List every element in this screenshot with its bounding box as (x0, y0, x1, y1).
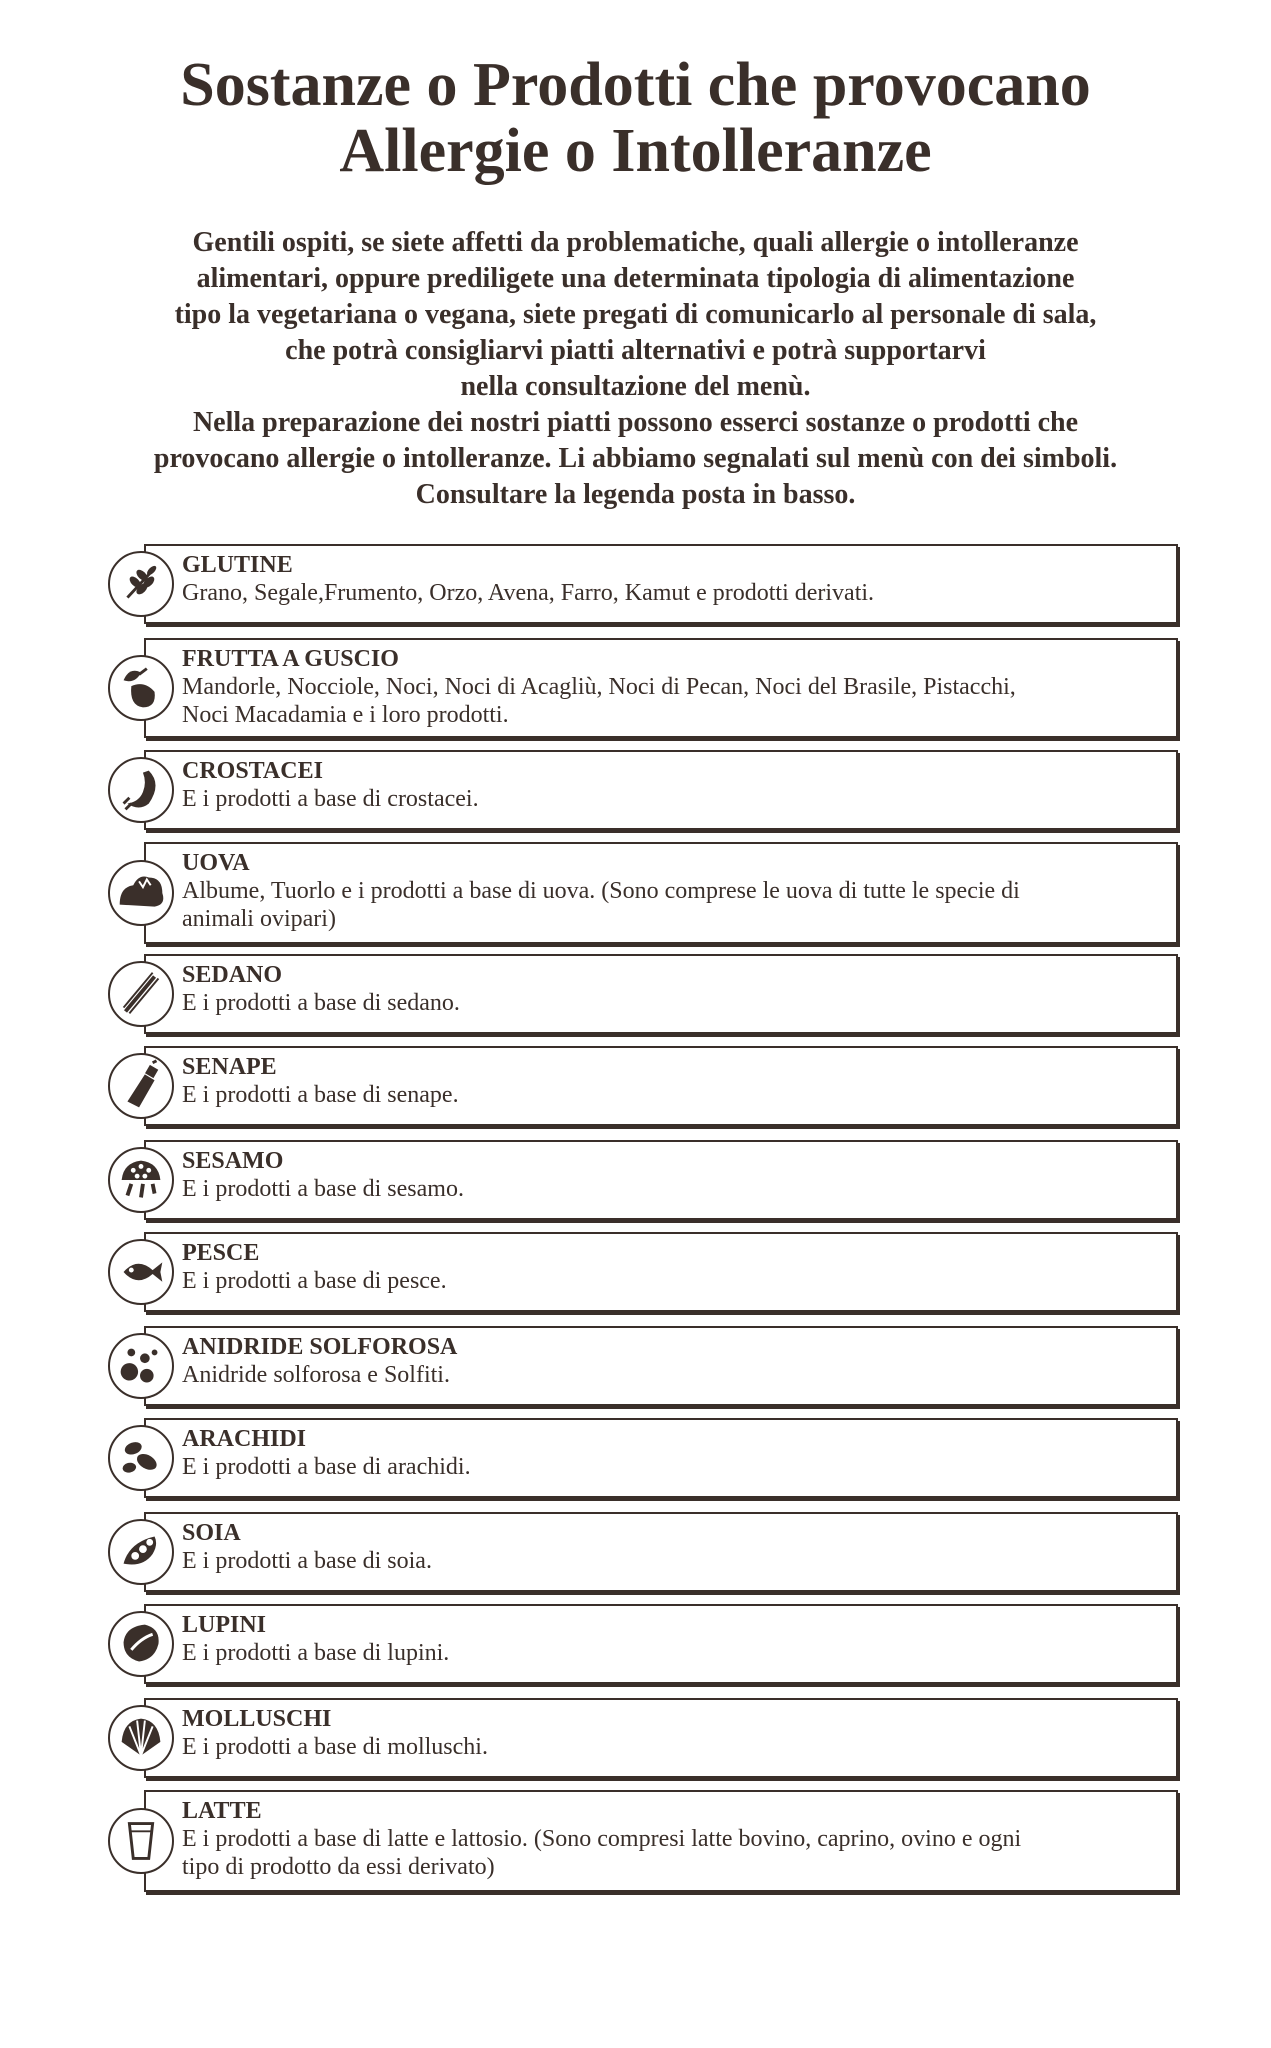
allergen-description-line: tipo di prodotto da essi derivato) (182, 1854, 495, 1880)
allergen-description (182, 989, 1150, 1017)
allergen-description-line: E i prodotti a base di lupini. (182, 1640, 450, 1666)
intro-line: che potrà consigliarvi piatti alternativi e potrà supportarvi (285, 335, 986, 366)
allergen-description (182, 1175, 1150, 1203)
wheat-icon (108, 551, 174, 617)
allergen-text (182, 1520, 1150, 1575)
allergen-name: UOVA (182, 850, 250, 876)
allergen-description-line: Mandorle, Nocciole, Noci, Noci di Acagliù, Noci di Pecan, Noci del Brasile, Pistacchi, (182, 674, 1016, 700)
allergen-description (182, 1733, 1150, 1761)
allergen-description-line: E i prodotti a base di soia. (182, 1548, 432, 1574)
peanut-icon (108, 1425, 174, 1491)
allergen-description (182, 673, 1150, 729)
allergen-item (108, 1140, 1178, 1220)
allergen-name: FRUTTA A GUSCIO (182, 646, 399, 672)
shell-icon (108, 1705, 174, 1771)
intro-paragraph (60, 225, 1211, 513)
sesame-icon (108, 1147, 174, 1213)
allergen-text (182, 1054, 1150, 1109)
intro-line: Consultare la legenda posta in basso. (415, 479, 856, 510)
allergen-description (182, 1639, 1150, 1667)
allergen-name: PESCE (182, 1240, 260, 1266)
allergen-description (182, 1081, 1150, 1109)
allergen-description-line: E i prodotti a base di pesce. (182, 1268, 447, 1294)
allergen-text (182, 552, 1150, 607)
egg-icon (108, 860, 174, 926)
allergen-text (182, 1148, 1150, 1203)
allergen-description (182, 1267, 1150, 1295)
allergen-description (182, 1453, 1150, 1481)
allergen-item (108, 544, 1178, 624)
allergen-description-line: Noci Macadamia e i loro prodotti. (182, 702, 509, 728)
allergen-description (182, 877, 1150, 933)
allergen-text (182, 1240, 1150, 1295)
allergen-text (182, 1426, 1150, 1481)
allergen-name: CROSTACEI (182, 758, 323, 784)
page-title-line-2: Allergie o Intolleranze (339, 117, 932, 185)
allergen-item (108, 1512, 1178, 1592)
nut-icon (108, 655, 174, 721)
fish-icon (108, 1239, 174, 1305)
intro-line: alimentari, oppure prediligete una determinata tipologia di alimentazione (196, 263, 1075, 294)
allergen-text (182, 850, 1150, 933)
allergen-name: SOIA (182, 1520, 241, 1546)
allergen-text (182, 646, 1150, 729)
allergen-name: ARACHIDI (182, 1426, 307, 1452)
allergen-description-line: E i prodotti a base di molluschi. (182, 1734, 488, 1760)
allergen-description (182, 1361, 1150, 1389)
allergen-description (182, 785, 1150, 813)
allergen-item (108, 954, 1178, 1034)
allergen-item (108, 1232, 1178, 1312)
allergen-item (108, 1326, 1178, 1406)
allergen-description-line: Anidride solforosa e Solfiti. (182, 1362, 450, 1388)
allergen-description (182, 1825, 1150, 1881)
allergen-description-line: Albume, Tuorlo e i prodotti a base di uova. (Sono comprese le uova di tutte le specie di (182, 878, 1020, 904)
mustard-icon (108, 1053, 174, 1119)
allergen-description-line: E i prodotti a base di arachidi. (182, 1454, 471, 1480)
shrimp-icon (108, 757, 174, 823)
allergen-name: LUPINI (182, 1612, 267, 1638)
milk-glass-icon (108, 1808, 174, 1874)
lupin-icon (108, 1611, 174, 1677)
allergen-item (108, 1604, 1178, 1684)
allergen-name: SESAMO (182, 1148, 284, 1174)
allergen-text (182, 1334, 1150, 1389)
intro-line: provocano allergie o intolleranze. Li abbiamo segnalati sul menù con dei simboli. (153, 443, 1118, 474)
allergen-description-line: Grano, Segale,Frumento, Orzo, Avena, Farro, Kamut e prodotti derivati. (182, 580, 875, 606)
allergen-item (108, 1418, 1178, 1498)
allergen-text (182, 962, 1150, 1017)
soy-icon (108, 1519, 174, 1585)
allergen-text (182, 1798, 1150, 1881)
page-title-line-1: Sostanze o Prodotti che provocano (180, 51, 1091, 119)
allergen-description-line: E i prodotti a base di senape. (182, 1082, 459, 1108)
intro-line: nella consultazione del menù. (460, 371, 811, 402)
page-title (0, 52, 1271, 184)
allergen-description-line: E i prodotti a base di latte e lattosio. (Sono compresi latte bovino, caprino, ovino e ogni (182, 1826, 1022, 1852)
allergen-description-line: animali ovipari) (182, 906, 336, 932)
allergen-name: ANIDRIDE SOLFOROSA (182, 1334, 458, 1360)
intro-line: tipo la vegetariana o vegana, siete pregati di comunicarlo al personale di sala, (174, 299, 1097, 330)
celery-icon (108, 961, 174, 1027)
allergen-name: LATTE (182, 1798, 262, 1824)
allergen-text (182, 1612, 1150, 1667)
allergen-item (108, 1790, 1178, 1892)
allergen-name: SENAPE (182, 1054, 277, 1080)
intro-line: Nella preparazione dei nostri piatti possono esserci sostanze o prodotti che (192, 407, 1079, 438)
allergen-description-line: E i prodotti a base di sesamo. (182, 1176, 464, 1202)
allergen-name: SEDANO (182, 962, 283, 988)
allergen-item (108, 638, 1178, 738)
allergen-item (108, 1046, 1178, 1126)
intro-line: Gentili ospiti, se siete affetti da problematiche, quali allergie o intolleranze (192, 227, 1079, 258)
allergen-name: MOLLUSCHI (182, 1706, 332, 1732)
allergen-item (108, 1698, 1178, 1778)
allergen-item (108, 842, 1178, 944)
allergen-description (182, 579, 1150, 607)
allergen-description-line: E i prodotti a base di sedano. (182, 990, 460, 1016)
allergen-item (108, 750, 1178, 830)
allergen-description-line: E i prodotti a base di crostacei. (182, 786, 479, 812)
allergen-text (182, 758, 1150, 813)
sulphite-icon (108, 1333, 174, 1399)
allergen-name: GLUTINE (182, 552, 293, 578)
allergen-text (182, 1706, 1150, 1761)
allergen-description (182, 1547, 1150, 1575)
